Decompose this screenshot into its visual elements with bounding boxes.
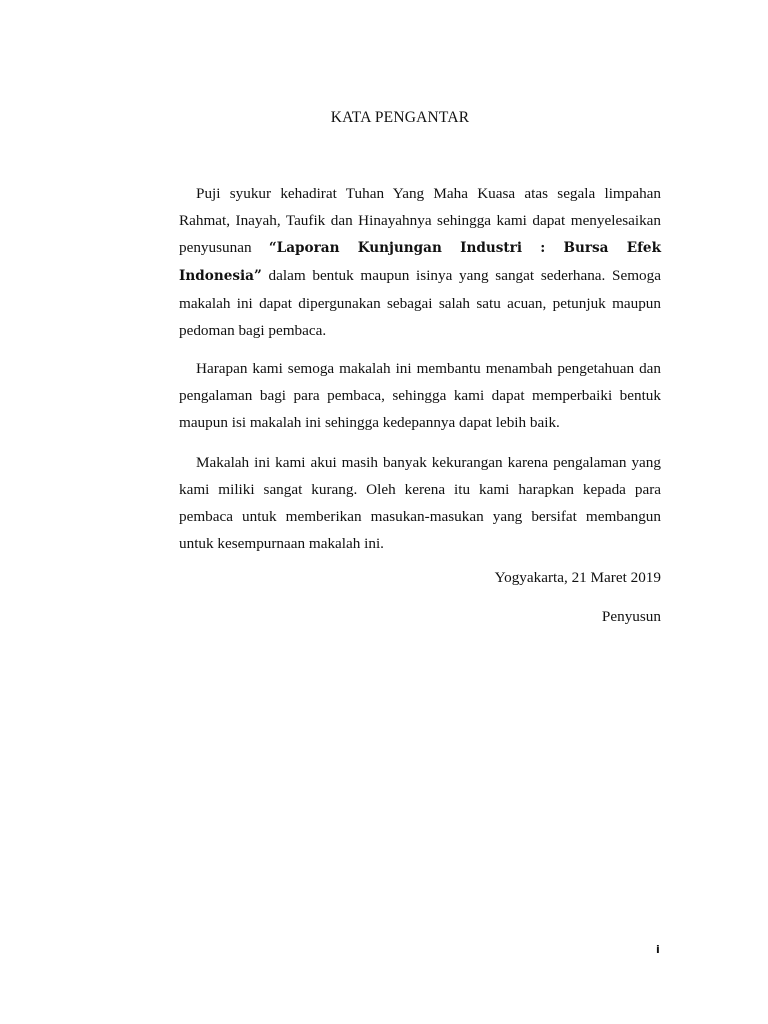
paragraph-1 (179, 180, 661, 344)
page-number: i (656, 943, 660, 956)
body-text (179, 180, 661, 569)
paragraph-2: Harapan kami semoga makalah ini membantu menambah pengetahuan dan pengalaman bagi para pembaca, sehingga kami dapat memperbaiki bentuk maupun isi makalah ini sehingga kedepannya dapat lebih baik. (179, 360, 661, 431)
paragraph-1-text-end: dalam bentuk maupun isinya yang sangat sederhana. Semoga makalah ini dapat dipergunakan sebagai salah satu acuan, petunjuk maupun pedoman bagi pembaca. (179, 267, 661, 339)
page-title: KATA PENGANTAR (330, 109, 470, 126)
author-signature: Penyusun (601, 608, 661, 625)
place-date: Yogyakarta, 21 Maret 2019 (494, 569, 661, 586)
paragraph-3: Makalah ini kami akui masih banyak kekurangan karena pengalaman yang kami miliki sangat kurang. Oleh kerena itu kami harapkan kepada para pembaca untuk memberikan masukan-masukan yang bersifat membangun untuk kesempurnaan makalah ini. (179, 454, 661, 552)
report-title-emphasis: “Laporan Kunjungan Industri : Bursa Efek Indonesia” (179, 240, 661, 284)
paragraph-1-text-start: Puji syukur kehadirat Tuhan Yang Maha Kuasa atas segala limpahan Rahmat, Inayah, Taufik dan Hinayahnya sehingga kami dapat menyelesaikan penyusunan (179, 185, 661, 256)
